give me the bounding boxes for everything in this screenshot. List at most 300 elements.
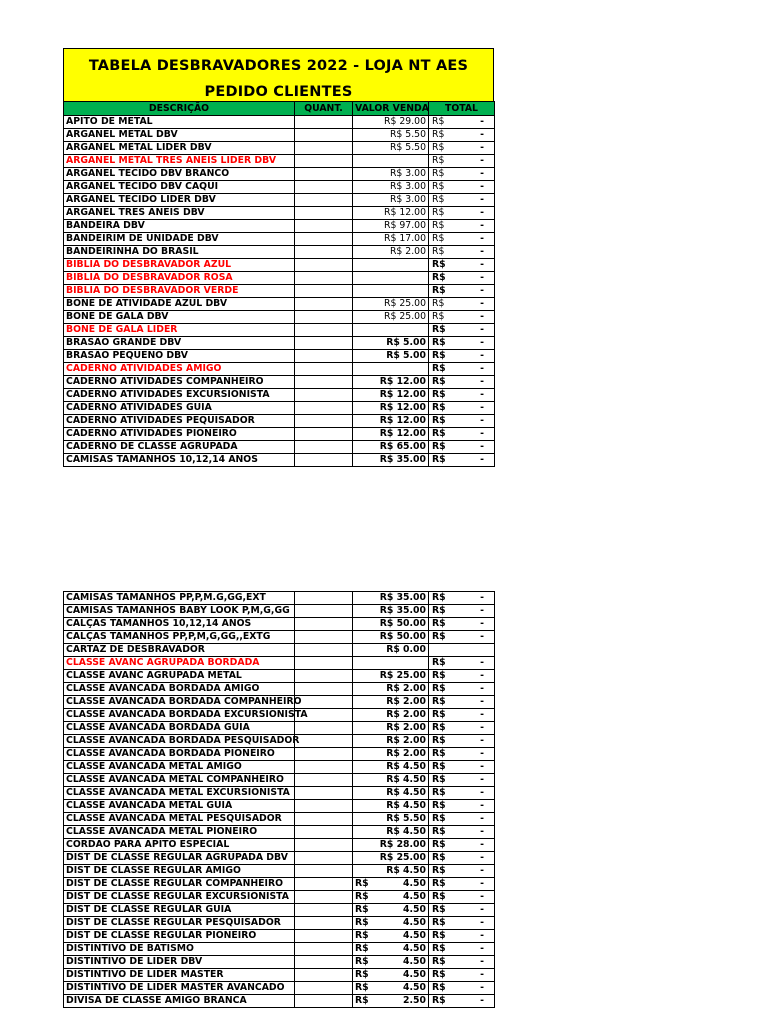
total-cell — [429, 995, 495, 1008]
item-description: CLASSE AVANCADA BORDADA COMPANHEIRO — [64, 696, 295, 709]
total-value: - — [480, 956, 484, 967]
price-value: 4.50 — [403, 943, 426, 954]
total-currency: R$ — [432, 657, 446, 668]
total-value: - — [480, 709, 484, 720]
item-description: ARGANEL TRES ANEIS DBV — [64, 207, 295, 220]
quantity-cell[interactable] — [295, 116, 353, 129]
table-row — [64, 956, 495, 969]
total-cell — [429, 774, 495, 787]
item-description: CADERNO ATIVIDADES COMPANHEIRO — [64, 376, 295, 389]
quantity-cell[interactable] — [295, 943, 353, 956]
price-table-sheet-1 — [63, 48, 494, 467]
item-description: CADERNO DE CLASSE AGRUPADA — [64, 441, 295, 454]
price-cell: R$ 2.00 — [353, 246, 429, 259]
price-cell: R$ 35.00 — [353, 605, 429, 618]
quantity-cell[interactable] — [295, 454, 353, 467]
item-description: DIST DE CLASSE REGULAR PESQUISADOR — [64, 917, 295, 930]
table-row — [64, 389, 495, 402]
total-cell — [429, 605, 495, 618]
quantity-cell[interactable] — [295, 631, 353, 644]
quantity-cell[interactable] — [295, 917, 353, 930]
table-row — [64, 787, 495, 800]
total-value: - — [480, 735, 484, 746]
total-cell — [429, 298, 495, 311]
price-cell: R$ 2.00 — [353, 748, 429, 761]
item-description: CLASSE AVANCADA METAL GUIA — [64, 800, 295, 813]
item-description: CADERNO ATIVIDADES GUIA — [64, 402, 295, 415]
item-description: CLASSE AVANCADA METAL EXCURSIONISTA — [64, 787, 295, 800]
quantity-cell[interactable] — [295, 670, 353, 683]
table-row — [64, 761, 495, 774]
price-currency: R$ — [355, 956, 369, 967]
price-cell: R$ 3.00 — [353, 181, 429, 194]
quantity-cell[interactable] — [295, 220, 353, 233]
quantity-cell[interactable] — [295, 969, 353, 982]
item-description: ARGANEL METAL LIDER DBV — [64, 142, 295, 155]
quantity-cell[interactable] — [295, 813, 353, 826]
total-cell — [429, 311, 495, 324]
quantity-cell[interactable] — [295, 259, 353, 272]
total-cell — [429, 852, 495, 865]
table-row — [64, 194, 495, 207]
quantity-cell[interactable] — [295, 605, 353, 618]
total-currency: R$ — [432, 389, 446, 400]
item-description: DIST DE CLASSE REGULAR AMIGO — [64, 865, 295, 878]
item-description: BANDEIRIM DE UNIDADE DBV — [64, 233, 295, 246]
item-description: CALÇAS TAMANHOS 10,12,14 ANOS — [64, 618, 295, 631]
quantity-cell[interactable] — [295, 644, 353, 657]
total-value: - — [480, 441, 484, 452]
total-cell — [429, 956, 495, 969]
total-currency: R$ — [432, 774, 446, 785]
column-header-quantity: QUANT. — [295, 102, 353, 116]
quantity-cell[interactable] — [295, 891, 353, 904]
price-cell: R$ 97.00 — [353, 220, 429, 233]
quantity-cell[interactable] — [295, 683, 353, 696]
price-value: 4.50 — [403, 891, 426, 902]
total-cell — [429, 982, 495, 995]
total-cell — [429, 917, 495, 930]
total-currency: R$ — [432, 969, 446, 980]
total-value: - — [480, 246, 484, 257]
table-row — [64, 891, 495, 904]
quantity-cell[interactable] — [295, 376, 353, 389]
total-value: - — [480, 298, 484, 309]
total-currency: R$ — [432, 116, 445, 127]
item-description: BANDEIRA DBV — [64, 220, 295, 233]
quantity-cell[interactable] — [295, 748, 353, 761]
price-cell: R$ 4.50 — [353, 800, 429, 813]
price-cell: R$ 5.50 — [353, 129, 429, 142]
item-description: DIST DE CLASSE REGULAR COMPANHEIRO — [64, 878, 295, 891]
total-cell — [429, 142, 495, 155]
total-value: - — [480, 761, 484, 772]
quantity-cell[interactable] — [295, 657, 353, 670]
table-row — [64, 605, 495, 618]
total-cell — [429, 969, 495, 982]
quantity-cell[interactable] — [295, 233, 353, 246]
table-body-1 — [64, 116, 495, 467]
table-row — [64, 917, 495, 930]
quantity-cell[interactable] — [295, 194, 353, 207]
price-cell: R$ 5.00 — [353, 337, 429, 350]
price-currency: R$ — [355, 904, 369, 915]
total-value: - — [480, 168, 484, 179]
total-currency: R$ — [432, 813, 446, 824]
price-cell: R$ 25.00 — [353, 670, 429, 683]
quantity-cell[interactable] — [295, 956, 353, 969]
item-description: CORDAO PARA APITO ESPECIAL — [64, 839, 295, 852]
total-cell — [429, 376, 495, 389]
quantity-cell[interactable] — [295, 142, 353, 155]
price-currency: R$ — [355, 878, 369, 889]
price-cell — [353, 259, 429, 272]
total-value: - — [480, 787, 484, 798]
price-cell: R$ 35.00 — [353, 592, 429, 605]
total-value: - — [480, 428, 484, 439]
table-row — [64, 930, 495, 943]
quantity-cell[interactable] — [295, 696, 353, 709]
total-currency: R$ — [432, 735, 446, 746]
price-cell: R$ 28.00 — [353, 839, 429, 852]
price-cell: R$ 2.00 — [353, 683, 429, 696]
table-row — [64, 969, 495, 982]
total-value: - — [480, 917, 484, 928]
total-cell — [429, 402, 495, 415]
price-cell: R$ 65.00 — [353, 441, 429, 454]
price-cell: R$ 12.00 — [353, 389, 429, 402]
quantity-cell[interactable] — [295, 415, 353, 428]
quantity-cell[interactable] — [295, 995, 353, 1008]
total-cell — [429, 259, 495, 272]
item-description: CLASSE AVANCADA BORDADA PESQUISADOR — [64, 735, 295, 748]
total-value: - — [480, 376, 484, 387]
total-currency: R$ — [432, 852, 446, 863]
total-currency: R$ — [432, 142, 445, 153]
price-value: 4.50 — [403, 956, 426, 967]
price-cell: R$ 17.00 — [353, 233, 429, 246]
item-description: CLASSE AVANCADA BORDADA GUIA — [64, 722, 295, 735]
quantity-cell[interactable] — [295, 800, 353, 813]
table-row — [64, 272, 495, 285]
total-cell — [429, 735, 495, 748]
total-cell — [429, 350, 495, 363]
table-row — [64, 670, 495, 683]
total-currency: R$ — [432, 982, 446, 993]
quantity-cell[interactable] — [295, 592, 353, 605]
price-cell: R$ 5.00 — [353, 350, 429, 363]
quantity-cell[interactable] — [295, 722, 353, 735]
table-body-2 — [64, 592, 495, 1008]
quantity-cell[interactable] — [295, 787, 353, 800]
quantity-cell[interactable] — [295, 298, 353, 311]
total-currency: R$ — [432, 324, 446, 335]
quantity-cell[interactable] — [295, 181, 353, 194]
item-description: BANDEIRINHA DO BRASIL — [64, 246, 295, 259]
total-value: - — [480, 337, 484, 348]
table-row — [64, 181, 495, 194]
total-cell — [429, 441, 495, 454]
quantity-cell[interactable] — [295, 761, 353, 774]
total-value: - — [480, 233, 484, 244]
total-currency: R$ — [432, 168, 445, 179]
total-cell — [429, 272, 495, 285]
total-cell — [429, 748, 495, 761]
table-row — [64, 696, 495, 709]
item-description: CLASSE AVANCADA BORDADA EXCURSIONISTA — [64, 709, 295, 722]
total-currency: R$ — [432, 904, 446, 915]
total-currency: R$ — [432, 129, 445, 140]
quantity-cell[interactable] — [295, 337, 353, 350]
quantity-cell[interactable] — [295, 155, 353, 168]
total-value: - — [480, 116, 484, 127]
table-row — [64, 129, 495, 142]
table-row — [64, 748, 495, 761]
item-description: CLASSE AVANCADA BORDADA PIONEIRO — [64, 748, 295, 761]
quantity-cell[interactable] — [295, 428, 353, 441]
table-row — [64, 852, 495, 865]
table-header-row — [64, 102, 495, 116]
price-currency: R$ — [355, 917, 369, 928]
table-row — [64, 839, 495, 852]
quantity-cell[interactable] — [295, 246, 353, 259]
total-cell — [429, 878, 495, 891]
quantity-cell[interactable] — [295, 285, 353, 298]
total-cell — [429, 337, 495, 350]
quantity-cell[interactable] — [295, 774, 353, 787]
quantity-cell[interactable] — [295, 168, 353, 181]
price-cell: R$ 4.50 — [353, 774, 429, 787]
quantity-cell[interactable] — [295, 389, 353, 402]
item-description: CADERNO ATIVIDADES AMIGO — [64, 363, 295, 376]
price-cell: R$ 29.00 — [353, 116, 429, 129]
total-cell — [429, 246, 495, 259]
price-currency: R$ — [355, 982, 369, 993]
price-currency: R$ — [355, 943, 369, 954]
title-block — [63, 48, 494, 101]
table-row — [64, 826, 495, 839]
item-description: BRASÃO GRANDE DBV — [64, 337, 295, 350]
total-cell — [429, 454, 495, 467]
price-table-1 — [63, 101, 495, 467]
table-row — [64, 865, 495, 878]
total-cell — [429, 194, 495, 207]
quantity-cell[interactable] — [295, 904, 353, 917]
item-description: CLASSE AVANCADA METAL AMIGO — [64, 761, 295, 774]
total-cell — [429, 644, 495, 657]
quantity-cell[interactable] — [295, 402, 353, 415]
total-cell — [429, 181, 495, 194]
price-value: 4.50 — [403, 969, 426, 980]
item-description: CLASSE AVANC AGRUPADA BORDADA — [64, 657, 295, 670]
table-row — [64, 592, 495, 605]
price-cell: R$ 35.00 — [353, 454, 429, 467]
total-cell — [429, 670, 495, 683]
price-cell — [353, 956, 429, 969]
total-value: - — [480, 415, 484, 426]
price-cell: R$ 2.00 — [353, 722, 429, 735]
table-row — [64, 722, 495, 735]
table-row — [64, 337, 495, 350]
page-subtitle: PEDIDO CLIENTES — [204, 84, 353, 100]
item-description: BONE DE GALA LIDER — [64, 324, 295, 337]
table-row — [64, 324, 495, 337]
quantity-cell[interactable] — [295, 129, 353, 142]
total-cell — [429, 324, 495, 337]
quantity-cell[interactable] — [295, 839, 353, 852]
price-cell: R$ 3.00 — [353, 194, 429, 207]
price-cell: R$ 25.00 — [353, 311, 429, 324]
total-value: - — [480, 995, 484, 1006]
table-row — [64, 376, 495, 389]
page-title: TABELA DESBRAVADORES 2022 - LOJA NT AES — [88, 58, 469, 74]
total-currency: R$ — [432, 722, 446, 733]
price-cell: R$ 12.00 — [353, 402, 429, 415]
total-currency: R$ — [432, 618, 446, 629]
total-value: - — [480, 272, 484, 283]
price-cell — [353, 891, 429, 904]
total-cell — [429, 618, 495, 631]
price-cell: R$ 25.00 — [353, 852, 429, 865]
price-cell: R$ 2.00 — [353, 709, 429, 722]
total-value: - — [480, 826, 484, 837]
item-description: CLASSE AVANC AGRUPADA METAL — [64, 670, 295, 683]
total-value: - — [480, 129, 484, 140]
quantity-cell[interactable] — [295, 324, 353, 337]
quantity-cell[interactable] — [295, 865, 353, 878]
total-value: - — [480, 722, 484, 733]
total-currency: R$ — [432, 826, 446, 837]
item-description: ARGANEL TECIDO DBV BRANCO — [64, 168, 295, 181]
total-currency: R$ — [432, 233, 445, 244]
total-currency: R$ — [432, 787, 446, 798]
total-value: - — [480, 670, 484, 681]
quantity-cell[interactable] — [295, 982, 353, 995]
quantity-cell[interactable] — [295, 930, 353, 943]
price-cell: R$ 5.50 — [353, 142, 429, 155]
item-description: CAMISAS TAMANHOS PP,P,M.G,GG,EXT — [64, 592, 295, 605]
table-row — [64, 285, 495, 298]
total-cell — [429, 657, 495, 670]
table-row — [64, 618, 495, 631]
item-description: CALÇAS TAMANHOS PP,P,M,G,GG,,EXTG — [64, 631, 295, 644]
item-description: CLASSE AVANCADA METAL PESQUISADOR — [64, 813, 295, 826]
table-row — [64, 982, 495, 995]
total-currency: R$ — [432, 207, 445, 218]
price-cell: R$ 4.50 — [353, 787, 429, 800]
quantity-cell[interactable] — [295, 350, 353, 363]
table-row — [64, 402, 495, 415]
item-description: DIST DE CLASSE REGULAR PIONEIRO — [64, 930, 295, 943]
price-cell: R$ 12.00 — [353, 428, 429, 441]
price-cell — [353, 943, 429, 956]
price-cell: R$ 50.00 — [353, 631, 429, 644]
item-description: CADERNO ATIVIDADES PEQUISADOR — [64, 415, 295, 428]
price-currency: R$ — [355, 930, 369, 941]
total-value: - — [480, 865, 484, 876]
quantity-cell[interactable] — [295, 311, 353, 324]
item-description: DIST DE CLASSE REGULAR AGRUPADA DBV — [64, 852, 295, 865]
table-row — [64, 350, 495, 363]
quantity-cell[interactable] — [295, 618, 353, 631]
item-description: CLASSE AVANCADA METAL PIONEIRO — [64, 826, 295, 839]
price-cell: R$ 3.00 — [353, 168, 429, 181]
quantity-cell[interactable] — [295, 735, 353, 748]
total-value: - — [480, 592, 484, 603]
total-currency: R$ — [432, 311, 445, 322]
total-currency: R$ — [432, 761, 446, 772]
quantity-cell[interactable] — [295, 852, 353, 865]
price-currency: R$ — [355, 995, 369, 1006]
total-value: - — [480, 259, 484, 270]
price-cell — [353, 155, 429, 168]
price-cell: R$ 4.50 — [353, 826, 429, 839]
total-cell — [429, 865, 495, 878]
total-cell — [429, 683, 495, 696]
total-value: - — [480, 402, 484, 413]
item-description: CLASSE AVANCADA METAL COMPANHEIRO — [64, 774, 295, 787]
total-currency: R$ — [432, 415, 446, 426]
total-currency: R$ — [432, 272, 446, 283]
quantity-cell[interactable] — [295, 272, 353, 285]
total-value: - — [480, 631, 484, 642]
total-cell — [429, 207, 495, 220]
price-cell — [353, 272, 429, 285]
table-row — [64, 311, 495, 324]
quantity-cell[interactable] — [295, 878, 353, 891]
total-value: - — [480, 350, 484, 361]
item-description: CARTAZ DE DESBRAVADOR — [64, 644, 295, 657]
price-cell — [353, 917, 429, 930]
quantity-cell[interactable] — [295, 363, 353, 376]
total-cell — [429, 943, 495, 956]
quantity-cell[interactable] — [295, 826, 353, 839]
total-currency: R$ — [432, 285, 446, 296]
table-row — [64, 454, 495, 467]
table-row — [64, 116, 495, 129]
quantity-cell[interactable] — [295, 207, 353, 220]
table-row — [64, 428, 495, 441]
table-row — [64, 155, 495, 168]
total-cell — [429, 129, 495, 142]
total-cell — [429, 839, 495, 852]
item-description: ARGANEL METAL DBV — [64, 129, 295, 142]
price-cell: R$ 0.00 — [353, 644, 429, 657]
table-row — [64, 644, 495, 657]
price-cell: R$ 12.00 — [353, 415, 429, 428]
total-value: - — [480, 311, 484, 322]
table-row — [64, 631, 495, 644]
total-currency: R$ — [432, 956, 446, 967]
total-value: - — [480, 891, 484, 902]
price-cell — [353, 982, 429, 995]
quantity-cell[interactable] — [295, 441, 353, 454]
item-description: DIST DE CLASSE REGULAR EXCURSIONISTA — [64, 891, 295, 904]
price-table-sheet-2 — [63, 591, 494, 1008]
total-currency: R$ — [432, 376, 446, 387]
total-value: - — [480, 683, 484, 694]
total-cell — [429, 233, 495, 246]
item-description: BRASÃO PEQUENO DBV — [64, 350, 295, 363]
total-cell — [429, 168, 495, 181]
total-currency: R$ — [432, 181, 445, 192]
table-row — [64, 657, 495, 670]
total-currency: R$ — [432, 670, 446, 681]
item-description: ARGANEL TECIDO DBV CAQUI — [64, 181, 295, 194]
total-currency: R$ — [432, 631, 446, 642]
total-currency: R$ — [432, 246, 445, 257]
total-value: - — [480, 220, 484, 231]
